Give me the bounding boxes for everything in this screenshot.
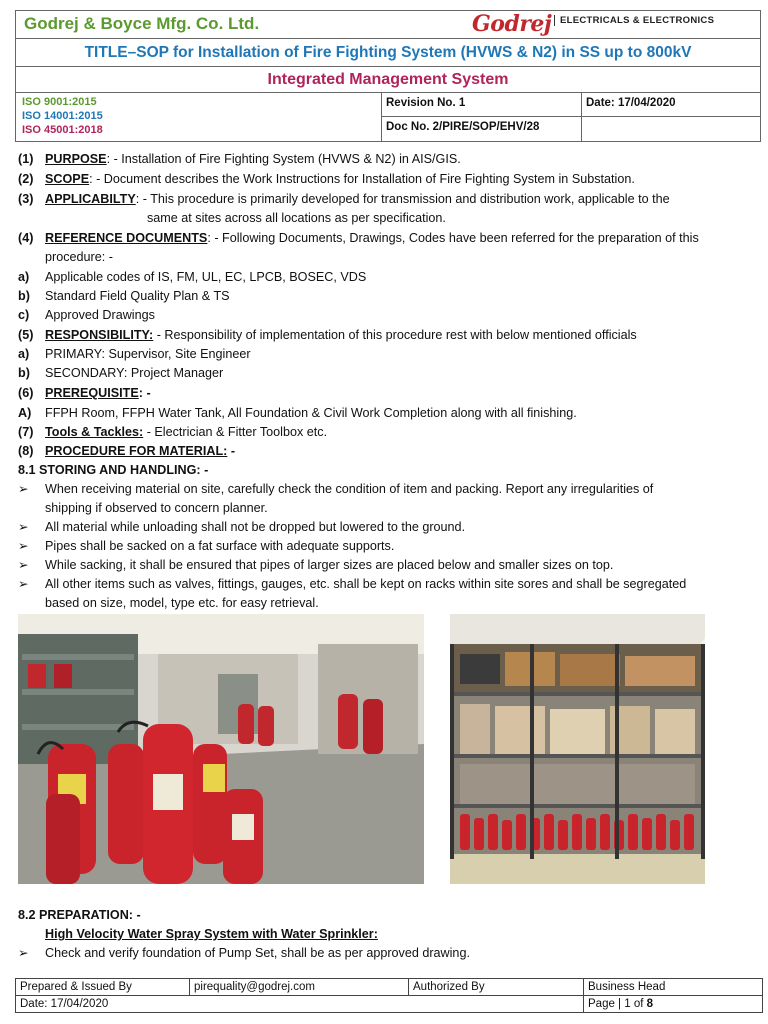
- reference-text: : - Following Documents, Drawings, Codes have been referred for the preparation of this: [207, 231, 699, 245]
- iso-9001: ISO 9001:2015: [22, 96, 97, 108]
- section-number: (1): [18, 152, 34, 166]
- godrej-logo: Godrej: [472, 11, 552, 37]
- ims-row: [16, 67, 760, 93]
- preparation-subheading-text: High Velocity Water Spray System with Water Sprinkler:: [45, 927, 378, 941]
- purpose-line: [18, 150, 748, 168]
- bullet-item: [18, 556, 748, 574]
- tools-line: [18, 423, 748, 441]
- scope-line: [18, 170, 748, 188]
- responsibility-line: [18, 326, 748, 344]
- bullet-continuation: based on size, model, type etc. for easy retrieval.: [45, 596, 319, 610]
- fire-extinguisher-store-photo: [18, 614, 424, 884]
- responsibility-text: - Responsibility of implementation of this procedure rest with below mentioned officials: [153, 328, 637, 342]
- storing-heading: 8.1 STORING AND HANDLING: -: [18, 463, 209, 477]
- procedure-suffix: -: [227, 444, 236, 458]
- document-title: TITLE–SOP for Installation of Fire Fighting System (HVWS & N2) in SS up to 800kV: [84, 44, 692, 61]
- item-text: PRIMARY: Supervisor, Site Engineer: [45, 347, 251, 361]
- date-cell: [582, 93, 760, 141]
- company-row: [16, 11, 760, 39]
- section-number: (4): [18, 231, 34, 245]
- item-text: SECONDARY: Project Manager: [45, 366, 224, 380]
- iso-45001: ISO 45001:2018: [22, 124, 103, 136]
- list-item: [18, 287, 748, 305]
- preparation-heading: 8.2 PREPARATION: -: [18, 908, 141, 922]
- revision-number: Revision No. 1: [382, 93, 581, 117]
- warehouse-racks-photo: [430, 614, 724, 884]
- reference-heading: REFERENCE DOCUMENTS: [45, 231, 208, 245]
- item-label: b): [18, 366, 30, 380]
- list-item: [18, 268, 748, 286]
- section-number: (3): [18, 192, 34, 206]
- item-label: A): [18, 406, 32, 420]
- preparation-subheading: [18, 925, 768, 943]
- purpose-text: : - Installation of Fire Fighting System (HVWS & N2) in AIS/GIS.: [106, 152, 461, 166]
- bullet-item: [18, 575, 748, 593]
- section-number: (7): [18, 425, 34, 439]
- scope-text: : - Document describes the Work Instructions for Installation of Fire Fighting System in Substation.: [89, 172, 635, 186]
- item-text: Approved Drawings: [45, 308, 155, 322]
- reference-line: [18, 229, 748, 247]
- management-system-title: Integrated Management System: [267, 71, 509, 88]
- item-label: c): [18, 308, 30, 322]
- bullet-text: All other items such as valves, fittings, gauges, etc. shall be kept on racks within site sores and shall be segregated: [45, 577, 687, 591]
- bullet-item: [18, 480, 748, 498]
- arrow-bullet-icon: ➢: [18, 539, 29, 553]
- bullet-text: All material while unloading shall not be dropped but lowered to the ground.: [45, 520, 466, 534]
- page-number: [584, 996, 763, 1013]
- prerequisite-heading: PREREQUISITE: [45, 386, 139, 400]
- bullet-item: [18, 537, 748, 555]
- division-name: ELECTRICALS & ELECTRONICS: [554, 15, 714, 26]
- prepared-label: Prepared & Issued By: [16, 979, 190, 996]
- iso-standards: [16, 93, 382, 141]
- page-prefix: Page | 1 of: [588, 997, 647, 1010]
- item-label: a): [18, 347, 30, 361]
- applicability-line: [18, 190, 748, 208]
- tools-text: - Electrician & Fitter Toolbox etc.: [143, 425, 328, 439]
- section-number: (5): [18, 328, 34, 342]
- procedure-heading: PROCEDURE FOR MATERIAL:: [45, 444, 228, 458]
- bullet-text: While sacking, it shall be ensured that pipes of larger sizes are placed below and smaller sizes on top.: [45, 558, 614, 572]
- business-head: Business Head: [584, 979, 763, 996]
- reference-line-2: procedure: -: [45, 250, 113, 264]
- bullet-item: [18, 518, 748, 536]
- arrow-bullet-icon: ➢: [18, 577, 29, 591]
- purpose-heading: PURPOSE: [45, 152, 107, 166]
- title-row: [16, 39, 760, 67]
- document-footer: [15, 978, 763, 1013]
- company-name: Godrej & Boyce Mfg. Co. Ltd.: [24, 14, 260, 33]
- arrow-bullet-icon: ➢: [18, 946, 29, 960]
- list-item: [18, 306, 748, 324]
- arrow-bullet-icon: ➢: [18, 558, 29, 572]
- empty-cell: [582, 117, 760, 141]
- procedure-line: [18, 442, 748, 460]
- bullet-continuation: shipping if observed to concern planner.: [45, 501, 268, 515]
- bullet-item: [18, 944, 748, 962]
- list-item: [18, 404, 748, 422]
- footer-date: Date: 17/04/2020: [16, 996, 584, 1013]
- item-label: a): [18, 270, 30, 284]
- authorized-label: Authorized By: [409, 979, 584, 996]
- item-label: b): [18, 289, 30, 303]
- revision-cell: [382, 93, 582, 141]
- item-text: FFPH Room, FFPH Water Tank, All Foundation & Civil Work Completion along with all finishing.: [45, 406, 577, 420]
- bullet-text: Check and verify foundation of Pump Set, shall be as per approved drawing.: [45, 946, 470, 960]
- section-number: (6): [18, 386, 34, 400]
- item-text: Standard Field Quality Plan & TS: [45, 289, 230, 303]
- bullet-text: When receiving material on site, carefully check the condition of item and packing. Report any irregularities of: [45, 482, 654, 496]
- section-number: (2): [18, 172, 34, 186]
- arrow-bullet-icon: ➢: [18, 482, 29, 496]
- list-item: [18, 364, 748, 382]
- applicability-line-2: same at sites across all locations as per specification.: [147, 211, 446, 225]
- arrow-bullet-icon: ➢: [18, 520, 29, 534]
- responsibility-heading: RESPONSIBILITY:: [45, 328, 154, 342]
- page-total: 8: [646, 997, 654, 1010]
- prerequisite-line: [18, 384, 748, 402]
- iso-14001: ISO 14001:2015: [22, 110, 103, 122]
- meta-row: [16, 93, 760, 141]
- bullet-text: Pipes shall be sacked on a fat surface with adequate supports.: [45, 539, 395, 553]
- footer-email: pirequality@godrej.com: [190, 979, 409, 996]
- scope-heading: SCOPE: [45, 172, 90, 186]
- document-header: [15, 10, 761, 142]
- list-item: [18, 345, 748, 363]
- document-number: Doc No. 2/PIRE/SOP/EHV/28: [386, 121, 540, 133]
- applicability-heading: APPLICABILTY: [45, 192, 136, 206]
- applicability-text: : - This procedure is primarily developed for transmission and distribution work, applicable to the: [135, 192, 670, 206]
- section-number: (8): [18, 444, 34, 458]
- item-text: Applicable codes of IS, FM, UL, EC, LPCB, BOSEC, VDS: [45, 270, 367, 284]
- header-date: Date: 17/04/2020: [582, 93, 760, 117]
- prerequisite-suffix: : -: [138, 386, 151, 400]
- tools-heading: Tools & Tackles:: [45, 425, 144, 439]
